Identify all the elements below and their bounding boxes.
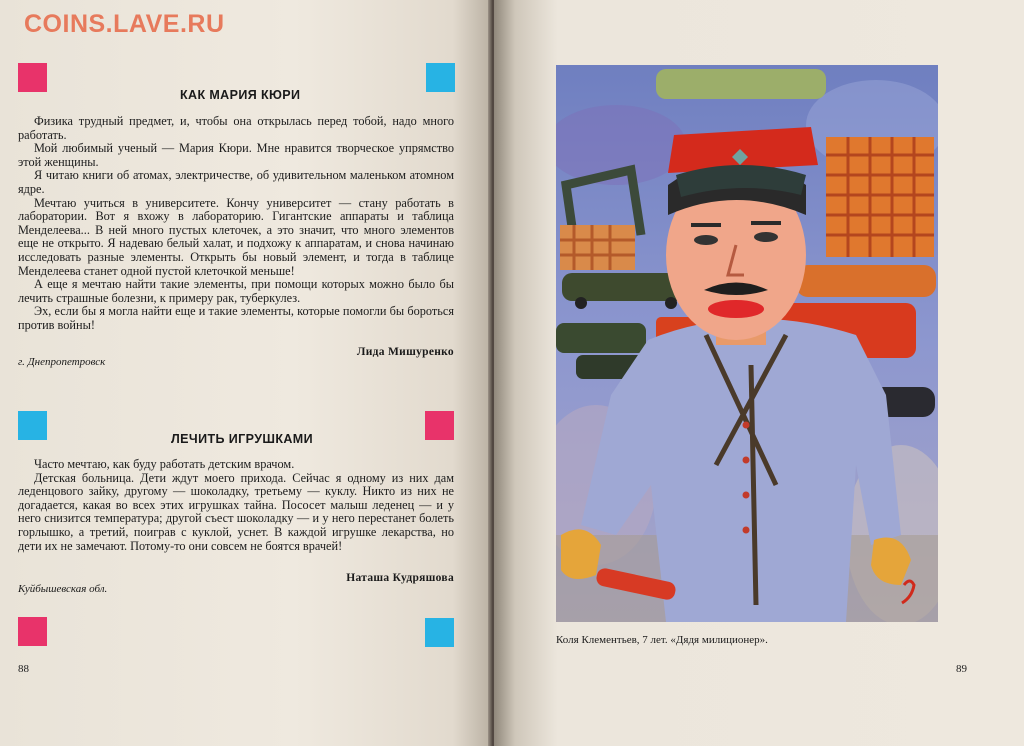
place-curie-article: г. Днепропетровск — [18, 356, 106, 368]
author-curie-article: Лида Мишуренко — [356, 346, 454, 358]
paragraph: Мечтаю учиться в университете. Кончу университет — стану работать в лаборатории. Вот я вхожу в лабораторию. Гигантские аппараты и таблица Менделеева... В ней много пустых клеточек, а это значит, что много элементов еще не открыто. Я надеваю белый халат, и подхожу к аппаратам, и снова начинаю исследовать разные элементы. Открыть бы новый элемент, и тогда в таблице Менделеева станет одной пустой клеточкой меньше! — [18, 195, 454, 278]
building-left — [560, 225, 635, 270]
pink-square-bottom-left — [18, 617, 47, 646]
article-title-curie: КАК МАРИЯ КЮРИ — [180, 88, 301, 102]
button — [743, 422, 750, 429]
button — [743, 527, 750, 534]
car-green-mid — [556, 323, 646, 353]
page-number-left: 88 — [18, 663, 29, 675]
place-toys-article: Куйбышевская обл. — [18, 583, 108, 595]
cap-top — [656, 69, 826, 99]
paragraph: Мой любимый ученый — Мария Кюри. Мне нравится творческое упрямство этой женщины. — [18, 141, 454, 169]
watermark: COINS.LAVE.RU — [24, 10, 225, 38]
left-eye — [694, 235, 718, 245]
paragraph: Я читаю книги об атомах, электричестве, об удивительном маленьком атомном ядре. — [18, 168, 454, 196]
paragraph: Физика трудный предмет, и, чтобы она открылась перед тобой, надо много работать. — [18, 114, 454, 142]
paragraph: Детская больница. Дети ждут моего прихода. Сейчас я одному из них дам леденцового зайку, другому — шоколадку, третьему — куклу. Никто из них не догадается, какая во всех этих игрушках тайна. Пососет малыш леденец — и у него снизится температура; другой съест шоколадку — и у него перестанет болеть горлышко, а третий, поиграв с куклой, уснет. В каждой игрушке лекарства, но дети их не замечают. Потому-то они совсем не боятся врачей! — [18, 470, 454, 553]
paragraph: А еще я мечтаю найти такие элементы, при помощи которых можно было бы лечить страшные болезни, к примеру рак, туберкулез. — [18, 277, 454, 305]
car-orange — [796, 265, 936, 297]
button — [743, 492, 750, 499]
mouth — [708, 300, 764, 318]
page-number-right: 89 — [956, 663, 967, 675]
cyan-square-top-right — [426, 63, 455, 92]
article-title-toys: ЛЕЧИТЬ ИГРУШКАМИ — [171, 432, 314, 446]
painting-caption: Коля Клементьев, 7 лет. «Дядя милиционер». — [556, 634, 768, 646]
button — [743, 457, 750, 464]
left-page — [0, 0, 492, 746]
childs-painting-policeman — [556, 65, 938, 622]
paragraph: Часто мечтаю, как буду работать детским врачом. — [34, 457, 295, 471]
author-toys-article: Наташа Кудряшова — [346, 572, 454, 584]
pink-square-top-left — [18, 63, 47, 92]
pink-square-mid-right — [425, 411, 454, 440]
wheel — [575, 297, 587, 309]
wheel — [665, 297, 677, 309]
paragraph: Эх, если бы я могла найти еще и такие элементы, которые помогли бы бороться против войны! — [18, 304, 454, 332]
cyan-square-bottom-right — [425, 618, 454, 647]
cyan-square-mid-left — [18, 411, 47, 440]
right-eye — [754, 232, 778, 242]
article-body-toys — [18, 458, 454, 553]
article-body-curie — [18, 115, 454, 333]
